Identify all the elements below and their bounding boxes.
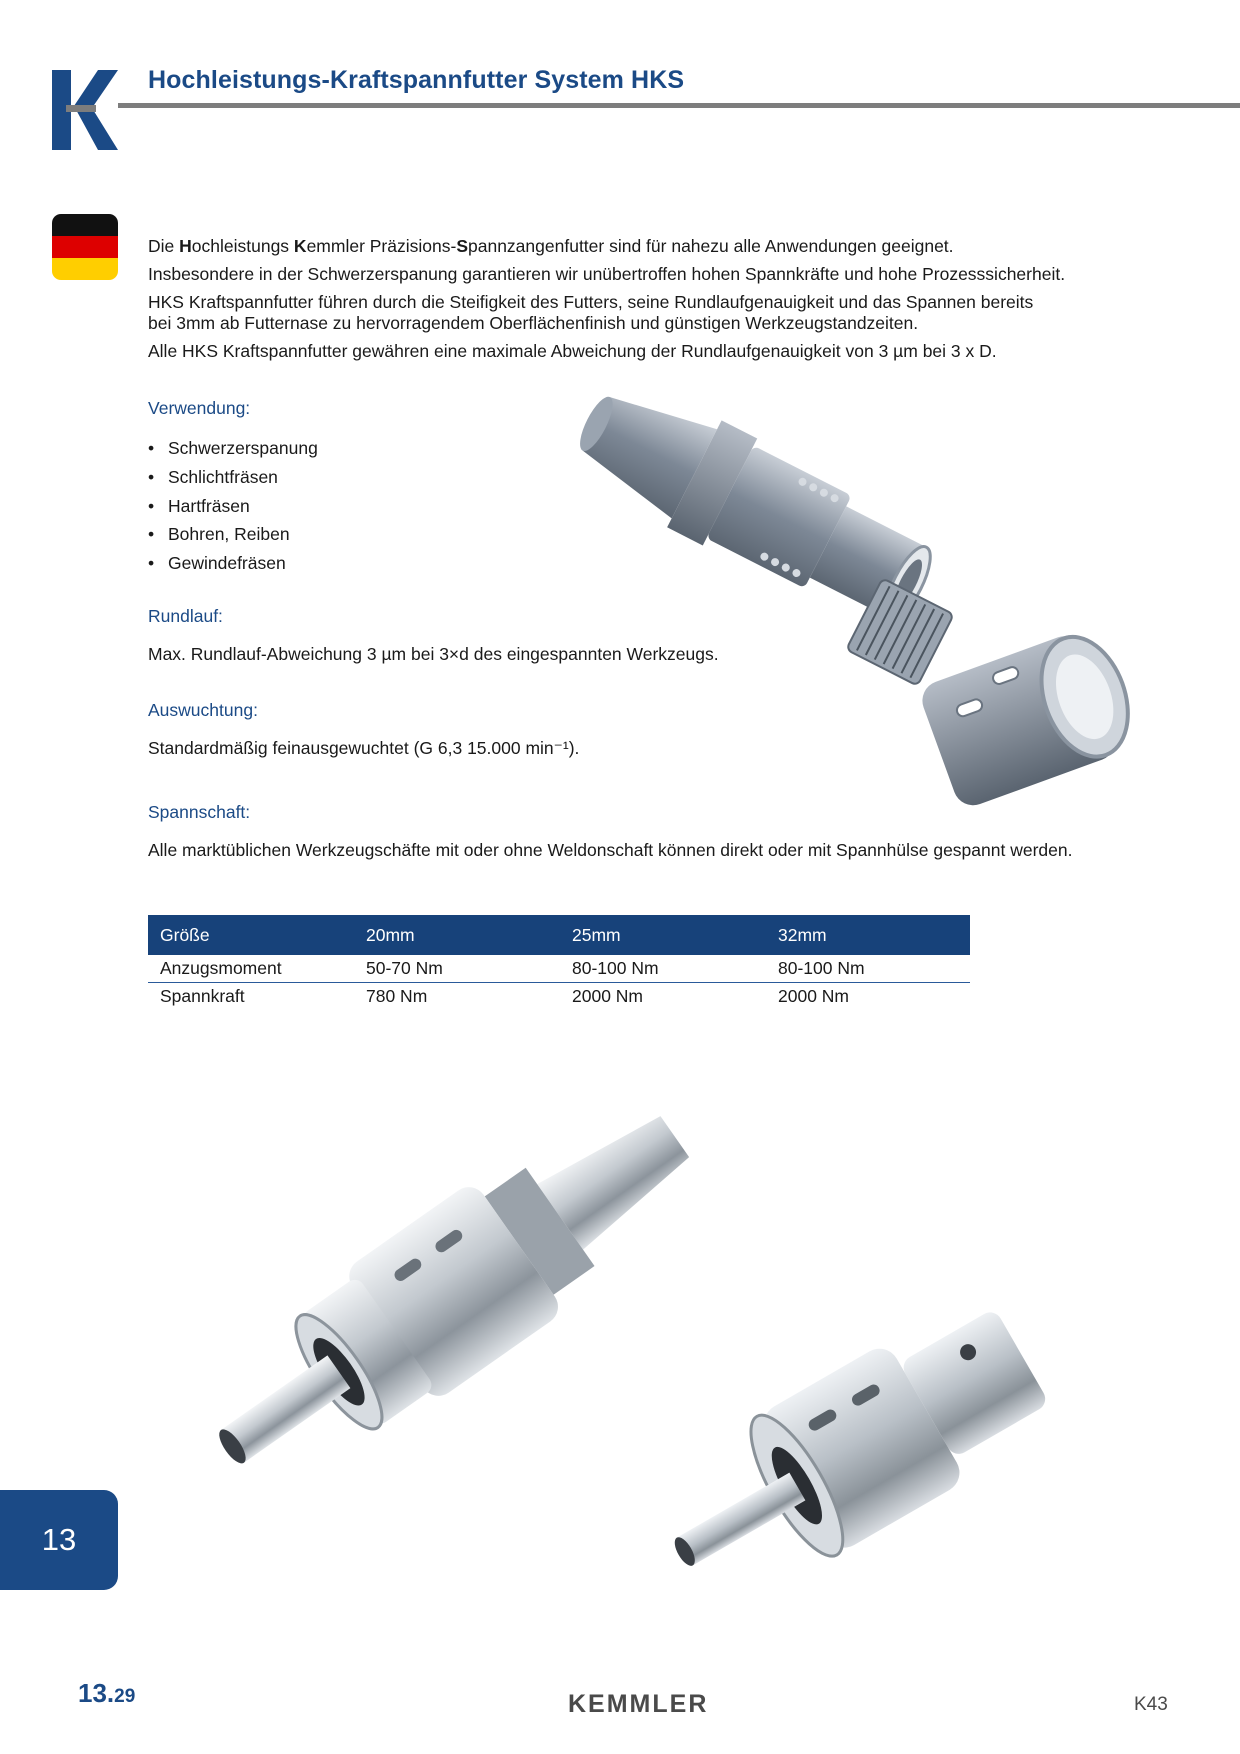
table-cell: 80-100 Nm xyxy=(766,955,970,983)
intro-line-1: Die Hochleistungs Kemmler Präzisions-Spannzangenfutter sind für nahezu alle Anwendungen geeignet. xyxy=(148,236,954,256)
table-header-cell: 20mm xyxy=(354,915,560,955)
spec-table xyxy=(148,915,970,1010)
spannschaft-text: Alle marktüblichen Werkzeugschäfte mit oder ohne Weldonschaft können direkt oder mit Spannhülse gespannt werden. xyxy=(148,840,1073,860)
table-row xyxy=(148,983,970,1011)
table-cell: 80-100 Nm xyxy=(560,955,766,983)
table-header-row xyxy=(148,915,970,955)
list-item: • Bohren, Reiben xyxy=(148,524,290,545)
germany-flag-icon xyxy=(52,214,118,280)
table-header-cell: 32mm xyxy=(766,915,970,955)
rundlauf-heading: Rundlauf: xyxy=(148,606,223,626)
table-cell: 780 Nm xyxy=(366,986,428,1006)
auswuchtung-text: Standardmäßig feinausgewuchtet (G 6,3 15.000 min⁻¹). xyxy=(148,738,580,758)
exploded-chuck-image xyxy=(570,392,1170,812)
auswuchtung-heading: Auswuchtung: xyxy=(148,700,258,720)
intro-line-2: Insbesondere in der Schwerzerspanung garantieren wir unübertroffen hohen Spannkräfte und hohe Prozesssicherheit. xyxy=(148,264,1066,284)
rundlauf-text: Max. Rundlauf-Abweichung 3 µm bei 3×d des eingespannten Werkzeugs. xyxy=(148,644,719,664)
table-header-cell: 25mm xyxy=(560,915,766,955)
intro-line-4: Alle HKS Kraftspannfutter gewähren eine maximale Abweichung der Rundlaufgenauigkeit von 3 µm bei 3 x D. xyxy=(148,341,997,361)
page-number: 13.29 xyxy=(78,1678,136,1708)
table-header-cell: Größe xyxy=(148,915,354,955)
spannschaft-heading: Spannschaft: xyxy=(148,802,251,822)
footer-brand: KEMMLER xyxy=(568,1690,709,1718)
table-row xyxy=(148,955,970,983)
table-cell: 2000 Nm xyxy=(572,986,644,1006)
kemmler-k-logo xyxy=(52,70,118,150)
list-item: • Schwerzerspanung xyxy=(148,438,318,458)
verwendung-heading: Verwendung: xyxy=(148,398,251,418)
table-cell: 2000 Nm xyxy=(778,986,850,1006)
verwendung-list xyxy=(148,434,318,578)
page-title: Hochleistungs-Kraftspannfutter System HKS xyxy=(148,66,685,94)
table-cell: Spannkraft xyxy=(160,986,245,1006)
table-cell: Anzugsmoment xyxy=(148,955,354,983)
header-divider xyxy=(118,103,1240,108)
intro-line-3: HKS Kraftspannfutter führen durch die Steifigkeit des Futters, seine Rundlaufgenauigkeit und das Spannen bereits bei 3mm ab Futternase zu hervorragendem Oberflächenfinish und günstigen Werkzeugstandzeiten. xyxy=(148,292,1034,333)
hsk-chuck-image xyxy=(620,1290,1100,1620)
list-item: • Schlichtfräsen xyxy=(148,466,278,487)
chapter-tab: 13 xyxy=(0,1490,118,1590)
intro-text xyxy=(148,236,1188,369)
footer-code: K43 xyxy=(1134,1694,1168,1715)
list-item: • Gewindefräsen xyxy=(148,553,286,574)
table-cell: 50-70 Nm xyxy=(354,955,560,983)
list-item: • Hartfräsen xyxy=(148,495,250,516)
